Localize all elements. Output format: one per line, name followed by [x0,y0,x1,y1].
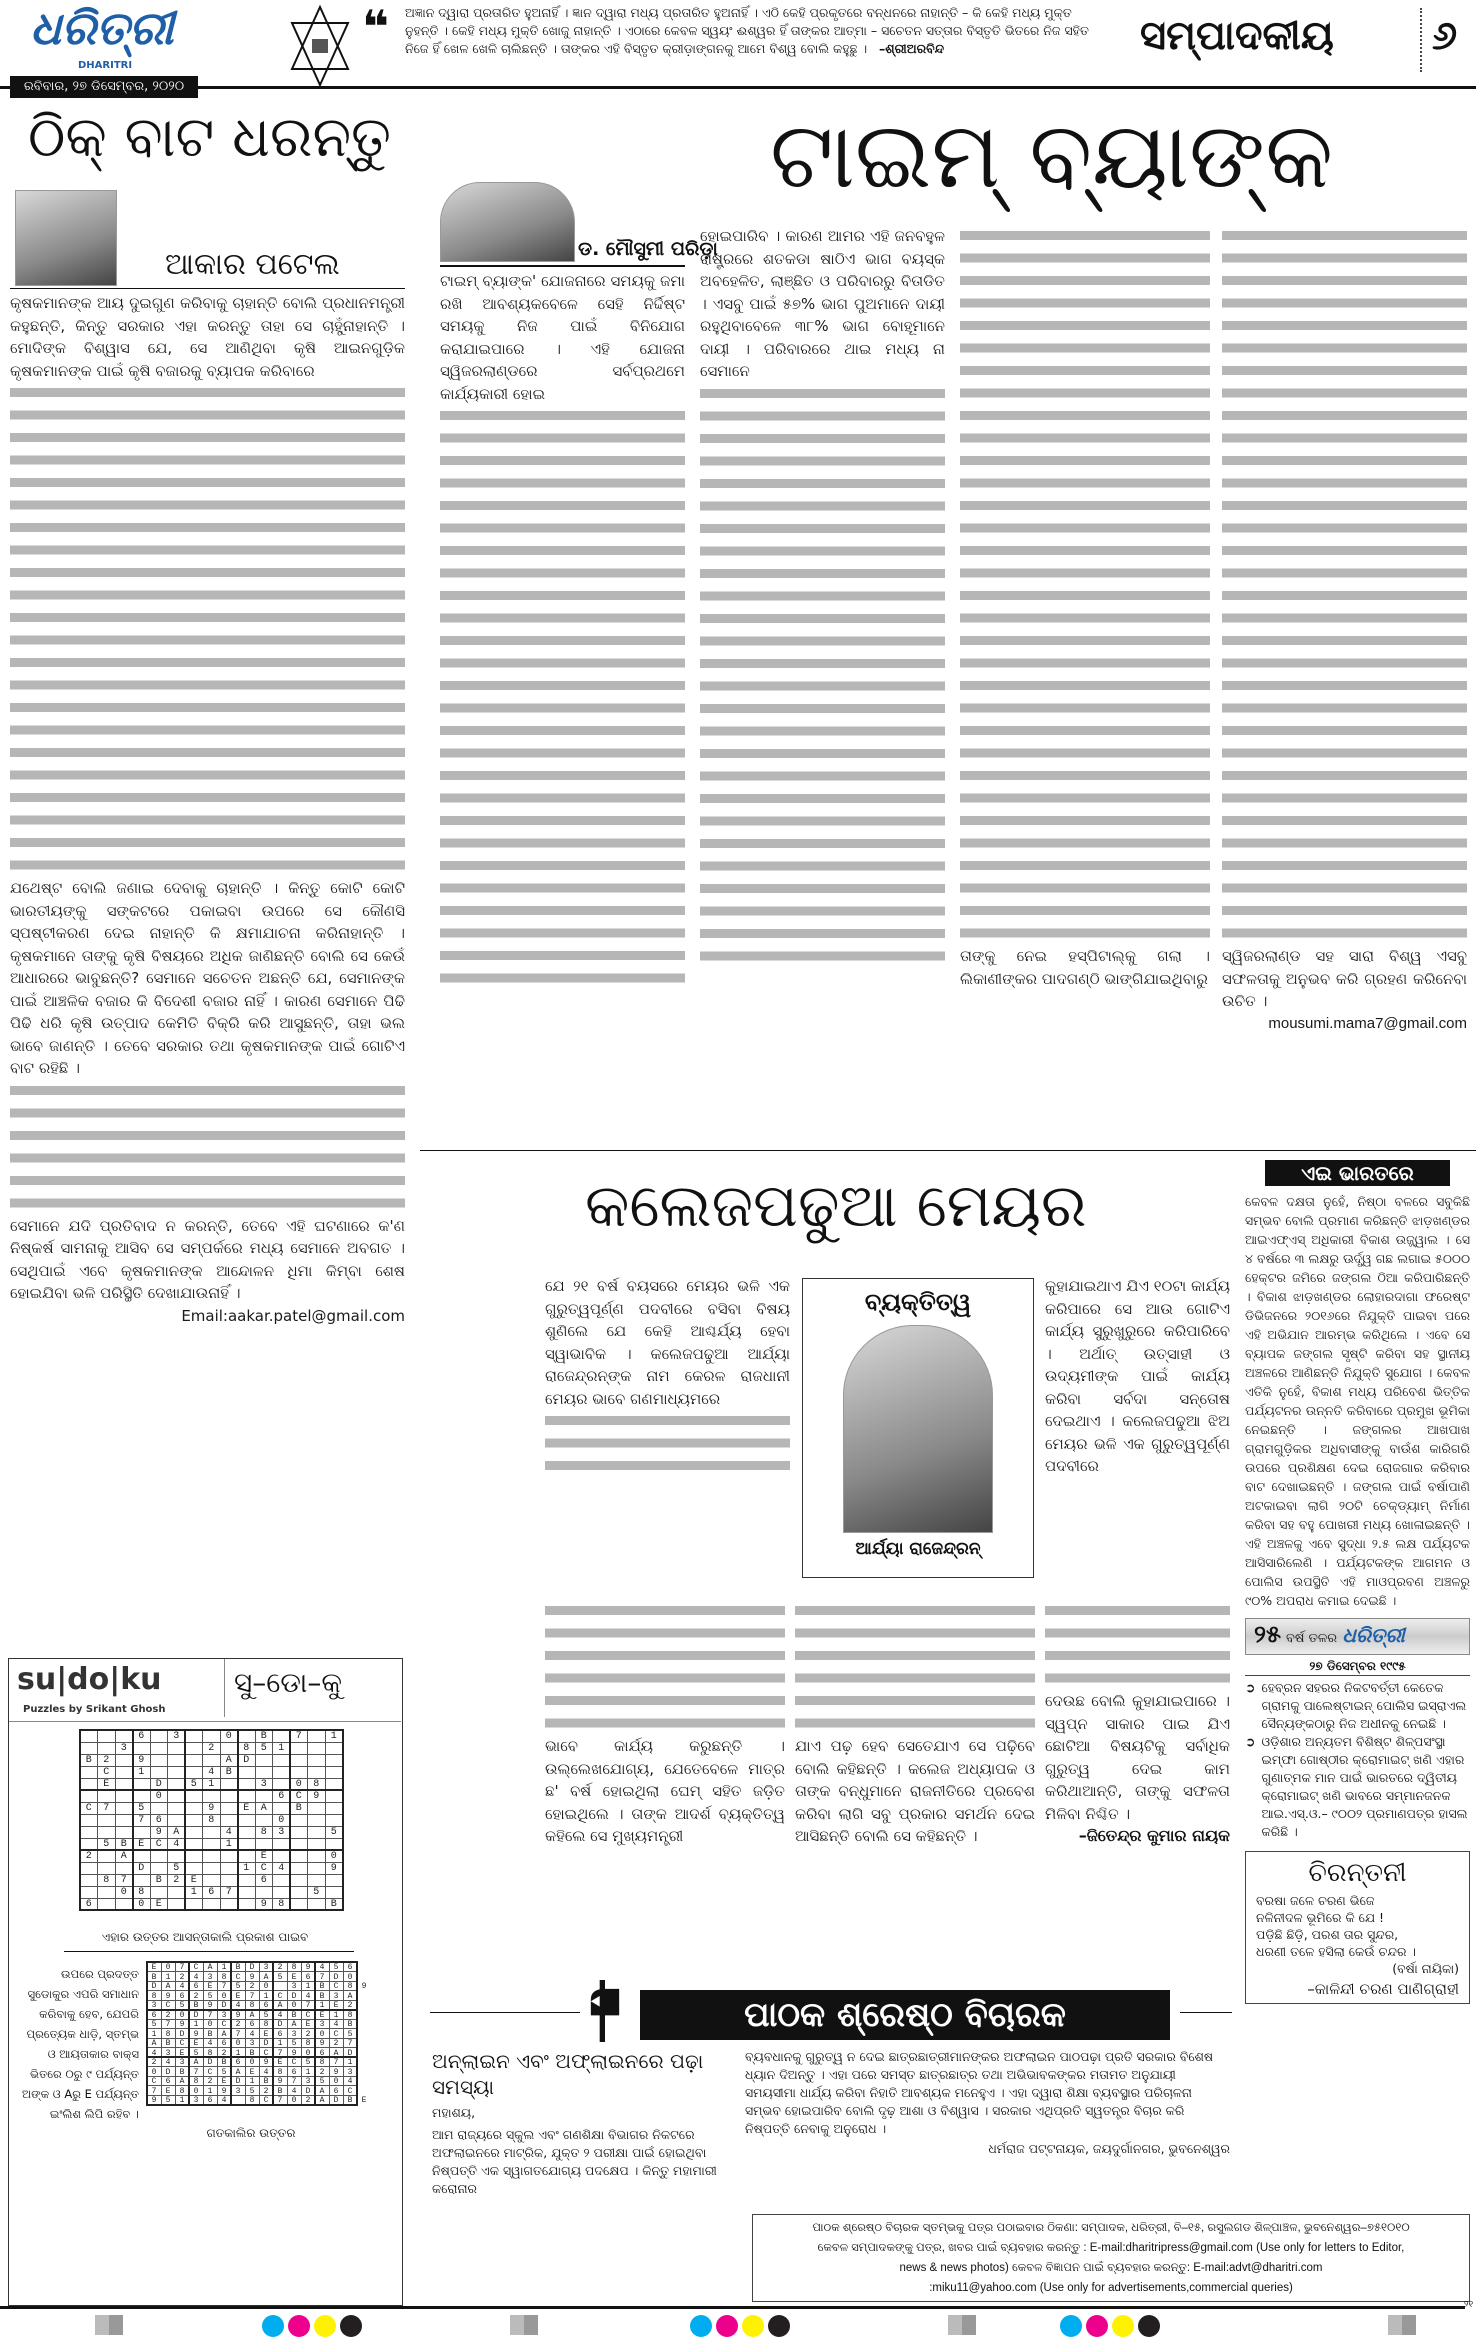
puzzle-row: 08 167 5 [85,1887,349,1898]
text-block [545,1410,790,1477]
divider [430,2012,580,2013]
years25-banner [1245,1618,1470,1655]
gray-mark [1388,2315,1416,2335]
sudoku-solution-grid [146,1961,376,2106]
divider [64,1951,354,1952]
left-body-end: ସେମାନେ ଯଦି ପ୍ରତିବାଦ ନ କରନ୍ତି, ତେବେ ଏହି ଘଟଣାରେ କ'ଣ ନିଷ୍କର୍ଷ ସାମନାକୁ ଆସିବ ସେ ସମ୍ପର୍କରେ ମଧ୍ୟ ସେମାନେ ଅବଗତ । ସେଥିପାଇଁ ଏବେ କୃଷକମାନଙ୍କ ଆନ୍ଦୋଳନ ଧିମା କିମ୍ବା ଶେଷ ହୋଇଯିବା ଭଳି ପରିସ୍ଥିତି ଦେଖାଯାଉନାହିଁ । [10,1216,405,1302]
puzzle-row: C 1 4B [85,1767,349,1778]
left-body-start: କୃଷକମାନଙ୍କ ଆୟ ଦୁଇଗୁଣ କରିବାକୁ ଚାହାନ୍ତି ବୋଲି ପ୍ରଧାନମନ୍ତ୍ରୀ କହୁଛନ୍ତି, କିନ୍ତୁ ସରକାର ଏହା କରନ୍ତୁ ତାହା ସେ ଚାହୁଁନାହାନ୍ତି । ମୋଦିଙ୍କ ବିଶ୍ୱାସ ଯେ, ସେ ଆଣିଥିବା କୃଷି ଆଇନଗୁଡ଼ିକ କୃଷକମାନଙ୍କ ପାଇଁ କୃଷି ବଜାରକୁ ବ୍ୟାପକ କରିବାରେ [10,294,405,380]
quote-mark-icon: ❝ [362,0,389,54]
solution-row: E07CA1BD3289456 [151,1963,362,1972]
letter-title: ଅନ୍‌ଲାଇନ ଏବଂ ଅଫ୍‌ଲାଇନରେ ପଢ଼ା ସମସ୍ୟା [432,2049,704,2099]
mayor-author: –ଜିତେନ୍ଦ୍ର କୁମାର ନାୟକ [1078,1826,1230,1845]
mayor-headline: କଲେଜପଢୁଆ ମେୟର [585,1171,1087,1241]
ei-bharatare-body: କେବଳ ଦକ୍ଷତା ନୁହେଁ, ନିଷ୍ଠା ବଳରେ ସବୁକିଛି ସମ୍ଭବ ବୋଲି ପ୍ରମାଣ କରିଛନ୍ତି ଝାଡ଼ଖଣ୍ଡର ଆଇଏଫ୍‌ଏସ୍ ଅଧିକାରୀ ବିକାଶ ଉଜ୍ଜ୍ୱାଲ । ସେ ୪ ବର୍ଷରେ ୩ ଲକ୍ଷରୁ ଊର୍ଦ୍ଧ୍ୱ ଗଛ ଲଗାଇ ୫୦୦୦ ହେକ୍ଟର ଜମିରେ ଜଙ୍ଗଲ ଠିଆ କରିପାରିଛନ୍ତି । ବିକାଶ ଝାଡ଼ଖଣ୍ଡର ଲୋହାରଦାଗା ଫରେଷ୍ଟ ଡିଭିଜନରେ ୨୦୧୬ରେ ନିଯୁକ୍ତି ପାଇବା ପରେ ଏହି ଅଭିଯାନ ଆରମ୍ଭ କରିଥିଲେ । ଏବେ ସେ ବ୍ୟାପକ ଜଙ୍ଗଲ ସୃଷ୍ଟି କରିବା ସହ ସ୍ଥାନୀୟ ଅଞ୍ଚଳରେ ଆଣିଛନ୍ତି ନିଯୁକ୍ତି ସୁଯୋଗ । କେବଳ ଏତିକି ନୁହେଁ, ବିକାଶ ମଧ୍ୟ ପରିବେଶ ଭିତ୍ତିକ ପର୍ଯ୍ୟଟନର ଉନ୍ନତି କରିବାରେ ପ୍ରମୁଖ ଭୂମିକା ନେଇଛନ୍ତି । ଜଙ୍ଗଲର ଆଖପାଖ ଗ୍ରାମଗୁଡ଼ିକର ଅଧିବାସୀଙ୍କୁ ବାଉଁଶ କାରିଗରି ଉପରେ ପ୍ରଶିକ୍ଷଣ ଦେଇ ରୋଜଗାର କରିବାର ବାଟ ଦେଖାଇଛନ୍ତି । ଜଙ୍ଗଲ ପାଇଁ ବର୍ଷାପାଣି ଅଟକାଇବା ଲାଗି ୨୦ଟି ଚେକ୍‌ଡ୍ୟାମ୍ ନିର୍ମାଣ କରିବା ସହ ବହୁ ପୋଖରୀ ମଧ୍ୟ ଖୋଳାଇଛନ୍ତି । ଏହି ଅଞ୍ଚଳକୁ ଏବେ ସୁଦ୍ଧା ୨.୫ ଲକ୍ଷ ପର୍ଯ୍ୟଟକ ଆସିସାରିଲେଣି । ପର୍ଯ୍ୟଟକଙ୍କ ଆଗମନ ଓ ପୋଲିସ ଉପସ୍ଥିତି ଏହି ମାଓପ୍ରବଣ ଅଞ୍ଚଳରୁ ୯୦% ଅପରାଧ କମାଇ ଦେଇଛି । [1245,1194,1470,1608]
masthead [0,0,1476,100]
address-line: ପାଠକ ଶ୍ରେଷ୍ଠ ବିଚାରକ ସ୍ତମ୍ଭକୁ ପତ୍ର ପଠାଇବାର ଠିକଣା: ସମ୍ପାଦକ, ଧରିତ୍ରୀ, ବି–୧୫, ରସୁଲଗଡ ଶିଳ୍ପାଞ୍ଚଳ, ଭୁବନେଶ୍ୱର–୭୫୧୦୧୦ [812,2222,1410,2234]
puzzle-caption: ଏହାର ଉତ୍ତର ଆସନ୍ତାକାଲି ପ୍ରକାଶ ପାଇବ [101,1930,309,1944]
letter-salutation: ମହାଶୟ, [432,2105,476,2120]
divider [1180,2012,1232,2013]
divider [224,1659,225,1717]
color-dots [1060,2315,1164,2341]
main-col-2-text: ହୋଇପାରିବ । କାରଣ ଆମର ଏହି ଜନବହୁଳ ରାଷ୍ଟ୍ରରେ ଶତକଡା ଷାଠିଏ ଭାଗ ବୟସ୍କ ଅବହେଳିତ, ଲାଞ୍ଛିତ ଓ ପରିବାରରୁ ବିତାଡିତ । ଏସବୁ ପାଇଁ ୫୭% ଭାଗ ପୁଅମାନେ ଦାୟୀ ରହୁଥିବାବେଳେ ୩୮% ଭାଗ ବୋହୂମାନେ ଦାୟୀ । ପରିବାରରେ ଥାଇ ମଧ୍ୟ ନା ସେମାନେ [700,227,945,380]
solution-row: B12438C9A5E67D0 [151,1972,362,1982]
profile-label: ବ୍ୟକ୍ତିତ୍ୱ [864,1288,972,1316]
solution-rows [148,1963,376,2106]
years25-item: ➲ ଓଡ଼ିଶାର ଅନ୍ୟତମ ବିଶିଷ୍ଟ ଶିଳ୍ପସଂସ୍ଥା ଇମ୍ଫା ଗୋଷ୍ଠୀର କ୍ରୋମାଇଟ୍ ଖଣି ଏହାର ଗୁଣାତ୍ମକ ମାନ ପାଇଁ ଭାରତରେ ଦ୍ୱିତୀୟ କ୍ରୋମାଇଟ୍ ଖଣି ଭାବରେ ସମ୍ମାନଜନକ ଆଇ.ଏସ୍.ଓ.– ୯୦୦୨ ପ୍ରମାଣପତ୍ର ହାସଲ କରିଛି । [1245,1734,1468,1839]
puzzle-row: C7 5 9 EA B [85,1803,349,1814]
main-headline: ଟାଇମ୍ ବ୍ୟାଙ୍କ [770,102,1334,209]
puzzle-row: B2 9 AD [85,1755,349,1766]
solution-caption: ଗତକାଲିର ଉତ୍ତର [206,2126,296,2140]
poem-line: ଧରଣୀ ତଳେ ହସିଲା କେଉଁ ଚନ୍ଦର । [1256,1944,1417,1959]
sudoku-puzzle-grid [79,1729,349,1911]
solution-row: C6A82ED1B973504 [151,2077,362,2086]
chirantani-title: ଚିରନ୍ତନୀ [1308,1858,1407,1888]
main-col-4-text: ସ୍ୱିଜରଲାଣ୍ଡ ସହ ସାରା ବିଶ୍ୱ ଏସବୁ ସଫଳତାକୁ ଅନୁଭବ କରି ଗ୍ରହଣ କରିନେବା ଉଚିତ । [1222,947,1467,1010]
puzzle-row: 2 A E 0 [85,1851,349,1862]
text-block [1222,225,1467,945]
mayor-col-1 [545,1275,790,1477]
text-block [795,1600,1035,1735]
text-block [10,382,405,877]
years25-date: ୨୭ ଡିସେମ୍ବର ୧୯୯୫ [1245,1658,1470,1676]
left-headline: ଠିକ୍ ବାଟ ଧରନ୍ତୁ [28,105,391,170]
mayor-text: ଯାଏ ପଢ଼ ହେବ ସେତେଯାଏ ସେ ପଢ଼ିବେ ବୋଲି କହିଛନ୍ତି । କଲେଜ ଅଧ୍ୟାପକ ଓ ତାଙ୍କ ବନ୍ଧୁମାନେ ରାଜନୀତିରେ ପ୍ରବେଶ କରିବା ଲାଗି ସବୁ ପ୍ରକାର ସମର୍ଥନ ଦେଇ ଆସିଛନ୍ତି ବୋଲି ସେ କହିଛନ୍ତି । [795,1737,1035,1845]
text-block [1045,1600,1230,1690]
mayor-bottom-1 [545,1600,785,1848]
bullet-icon: ➲ [1245,1680,1256,1695]
letter-text: ବ୍ୟବଧାନକୁ ଗୁରୁତ୍ୱ ନ ଦେଇ ଛାତ୍ରଛାତ୍ରୀମାନଙ୍କର ଅଫଲାଇନ ପାଠପଢ଼ା ପ୍ରତି ସରକାର ବିଶେଷ ଧ୍ୟାନ ଦିଅନ୍ତୁ । ଏହା ପରେ ସମସ୍ତ ଛାତ୍ରଛାତ୍ର ତଥା ଅଭିଭାବକଙ୍କର ମତାମତ ଅନୁଯାୟୀ ସମୟସୀମା ଧାର୍ଯ୍ୟ କରିବା ନିହାତି ଆବଶ୍ୟକ ମନେହୁଏ । ଏହା ଦ୍ୱାରା ଶିକ୍ଷା ବ୍ୟବସ୍ଥାର ପରିଚାଳନା ସମ୍ଭବ ହୋଇପାରିବ ବୋଲି ଦୃଢ଼ ଆଶା ଓ ବିଶ୍ୱାସ । ସରକାର ଏଥିପ୍ରତି ସ୍ୱତନ୍ତ୍ର ବିଚାର କରି ନିଷ୍ପତ୍ତି ନେବାକୁ ଅନୁରୋଧ । [745,2049,1214,2136]
mayor-text: ଯେ ୨୧ ବର୍ଷ ବୟସରେ ମେୟର ଭଳି ଏକ ଗୁରୁତ୍ୱପୂର୍ଣ୍ଣ ପଦବୀରେ ବସିବା ବିଷୟ ଶୁଣିଲେ ଯେ କେହି ଆଶ୍ଚର୍ଯ୍ୟ ହେବା ସ୍ୱାଭାବିକ । କଲେଜପଢୁଆ ଆର୍ଯ୍ୟା ରାଜେନ୍ଦ୍ରନ୍‌ଙ୍କ ନାମ କେରଳ ରାଜଧାନୀ ମେୟର ଭାବେ ଗଣମାଧ୍ୟମରେ [545,1277,790,1408]
mayor-text: କୁହାଯାଇଥାଏ ଯିଏ ୧୦ଟା କାର୍ଯ୍ୟ କରିପାରେ ସେ ଆଉ ଗୋଟିଏ କାର୍ଯ୍ୟ ସୁରୁଖୁରୁରେ କରିପାରିବେ । ଅର୍ଥାତ୍ ଉତ୍ସାହୀ ଓ ଉଦ୍ୟମୀଙ୍କ ପାଇଁ କାର୍ଯ୍ୟ କରିବା ସର୍ବଦା ସନ୍ତୋଷ ଦେଇଥାଏ । କଲେଜପଢୁଆ ଝିଅ ମେୟର ଭଳି ଏକ ଗୁରୁତ୍ୱପୂର୍ଣ୍ଣ ପଦବୀରେ [1045,1277,1230,1475]
sudoku-credit: Puzzles by Srikant Ghosh [23,1704,166,1715]
solution-row: 951364 8C702ADBE [151,2096,376,2105]
text-block [960,225,1210,945]
divider [420,1150,1476,1151]
solution-row: 620D739A54BCE18 [151,2010,362,2020]
left-article-body [10,292,405,1327]
print-marks [0,2315,1476,2339]
color-dots [690,2315,794,2341]
chirantani-box [1245,1851,1470,2004]
letter-col-1 [432,2048,732,2198]
puzzle-row: 6 0E 98 B [85,1899,349,1910]
left-body-mid: ଯଥେଷ୍ଟ ବୋଲି ଜଣାଇ ଦେବାକୁ ଚାହାନ୍ତି । କିନ୍ତୁ କୋଟି କୋଟି ଭାରତୀୟଙ୍କୁ ସଙ୍କଟରେ ପକାଇବା ଉପରେ ସେ କୌଣସି ସ୍ପଷ୍ଟୀକରଣ ଦେଇ ନାହାନ୍ତି କି କ୍ଷମାଯାଚନା କରିନାହାନ୍ତି । କୃଷକମାନେ ତାଙ୍କୁ କୃଷି ବିଷୟରେ ଅଧିକ ଜାଣିଛନ୍ତି ବୋଲି ସେ କେଉଁ ଆଧାରରେ ଭାବୁଛନ୍ତି? ସେମାନେ ସଚେତନ ଅଛନ୍ତି ଯେ, ସେମାନଙ୍କ ପାଇଁ ଆଞ୍ଚଳିକ ବଜାର କି ବିଦେଶୀ ବଜାର ନାହିଁ । କାରଣ ସେମାନେ ପିଢି ପିଢି ଧରି କୃଷି ଉତ୍ପାଦ କେମିତି ବିକ୍ରି କରି ଆସୁଛନ୍ତି, ତାହା ଭଲ ଭାବେ ଜାଣନ୍ତି । ତେବେ ସରକାର ତଥା କୃଷକମାନଙ୍କ ପାଇଁ ଗୋଟିଏ ବାଟ ରହିଛି । [10,879,405,1077]
poem-source: (ବର୍ଷା ନାୟିକା) [1392,1961,1459,1976]
letters-section-title: ପାଠକ ଶ୍ରେଷ୍ଠ ବିଚାରକ [640,1990,1170,2040]
main-col-3 [960,225,1210,990]
color-dots [262,2315,366,2341]
right-rail [1245,1160,1470,2004]
page-marker: ୨୧ [1464,2300,1474,2310]
puzzle-row: 5BEC4 1 [85,1839,349,1850]
main-email: mousumi.mama7@gmail.com [1268,1014,1467,1032]
gray-mark [948,2315,976,2335]
puzzle-row: 76 8 0 [85,1815,349,1826]
text-block [545,1600,785,1735]
main-col-3-text: ତାଙ୍କୁ ନେଇ ହସ୍ପିଟାଲ୍‌କୁ ଗଲା । ଲିକାଣୀଙ୍କର ପାଦଗଣ୍ଠି ଭାଙ୍ଗିଯାଇଥିବାରୁ [960,947,1210,988]
logo-english: DHARITRI [78,60,133,71]
footer-rule [0,2306,1465,2309]
letter-text: ଆମ ରାଜ୍ୟରେ ସ୍କୁଲ ଏବଂ ଗଣଶିକ୍ଷା ବିଭାଗର ନିକଟରେ ଅଫଲାଇନରେ ମାଟ୍ରିକ, ଯୁକ୍ତ ୨ ପରୀକ୍ଷା ପାଇଁ ହୋଇଥିବା ନିଷ୍ପତ୍ତି ଏକ ସ୍ୱାଗତଯୋଗ୍ୟ ପଦକ୍ଷେପ । କିନ୍ତୁ ମହାମାରୀ କରୋନାର [432,2127,717,2196]
main-author: ଡ. ମୌସୁମୀ ପରିଡ଼ା [578,238,718,260]
puzzle-row: 87 B2E 6 [85,1875,349,1886]
text-block [700,383,945,968]
profile-caption: ଆର୍ଯ୍ୟା ରାଜେନ୍ଦ୍ରନ୍ [855,1539,981,1559]
puzzle-rows [81,1731,348,1911]
years25-number: ୨୫ [1254,1620,1281,1648]
bullet-icon: ➲ [1245,1734,1256,1749]
address-email-editor: କେବଳ ସମ୍ପାଦକଙ୍କୁ ପତ୍ର, ଖବର ପାଇଁ ବ୍ୟବହାର କରନ୍ତୁ : E-mail:dharitripress@gmail.com (Use only for letters to Editor, [817,2242,1405,2254]
main-col-2 [700,225,945,968]
gray-mark [95,2315,123,2335]
section-title: ସମ୍ପାଦକୀୟ [1140,12,1334,59]
main-col-1 [440,270,685,990]
poem-author: –କାଳିନ୍ଦୀ ଚରଣ ପାଣିଗ୍ରାହୀ [1307,1980,1459,1998]
solution-row: 7E8019352B4DA6C [151,2086,362,2096]
puzzle-row: 6 3 0 B 7 1 [85,1731,349,1742]
solution-row: 3C5B9D486A071E2 [151,2001,362,2010]
puzzle-row: 0 6C9 [85,1791,349,1802]
solution-row: ABCE4603D158927 [151,2039,362,2048]
puzzle-row: 3 2 851 [85,1743,349,1754]
star-emblem-icon [290,5,350,87]
puzzle-row: 9A 4 83 5 [85,1827,349,1838]
page-number: ୬ [1432,12,1458,59]
sudoku-instructions: ଉପରେ ପ୍ରଦତ୍ତ ସୁଡୋକୁର ଏପରି ସମାଧାନ କରିବାକୁ ହେବ, ଯେପରି ପ୍ରତ୍ୟେକ ଧାଡ଼ି, ସ୍ତମ୍ଭ ଓ ଆୟତାକାର ବାକ୍ସ ଭିତରେ ୦ରୁ ୯ ପର୍ଯ୍ୟନ୍ତ ଅଙ୍କ ଓ Aରୁ E ପର୍ଯ୍ୟନ୍ତ ଇଂଲିଶ ଲିପି ରହିବ । [22,1967,139,2121]
left-author: ଆକାର ପଟେଲ [165,247,340,282]
mayor-text: ଭାବେ କାର୍ଯ୍ୟ କରୁଛନ୍ତି । ଉଲ୍ଲେଖଯୋଗ୍ୟ, ଯେତେବେଳେ ମାତ୍ର ଛ' ବର୍ଷ ହୋଇଥିଲା ଘେମ୍ ସହିତ ଜଡ଼ିତ ହୋଇଥିଲେ । ତାଙ୍କ ଆଦର୍ଶ ବ୍ୟକ୍ତିତ୍ୱ କହିଲେ ସେ ମୁଖ୍ୟମନ୍ତ୍ରୀ [545,1737,785,1845]
sudoku-title-odia: ସୁ–ଡୋ–କୁ [234,1666,343,1699]
poem-line: ପଡ଼ିଛି ଛିଡ଼ି, ପରଶ ତାର ସୁନ୍ଦର, [1256,1927,1399,1942]
text-block [440,405,685,990]
mayor-photo [843,1325,993,1533]
solution-row: 57910C268DAE34B [151,2020,362,2029]
date-bar: ରବିବାର, ୨୭ ଡିସେମ୍ବର, ୨୦୨୦ [10,76,198,98]
puzzle-row: D 5 1C4 9 [85,1863,349,1874]
sudoku-logo: su|do|ku [17,1662,162,1697]
left-email: Email:aakar.patel@gmail.com [181,1306,405,1325]
years25-text: ବର୍ଷ ତଳର [1286,1631,1338,1646]
profile-box [802,1278,1034,1578]
mayor-col-2 [1045,1275,1230,1478]
main-col-4 [1222,225,1467,1035]
divider [10,288,405,289]
years25-item: ➲ ହେବ୍ରନ ସହରର ନିକଟବର୍ତ୍ତୀ କେତେକ ଗ୍ରାମକୁ ପାଲେଷ୍ଟାଇନ୍ ପୋଲିସ ଇସ୍ରାଏଲ ସୈନ୍ୟଙ୍କଠାରୁ ନିଜ ଅଧୀନକୁ ନେଇଛି । [1245,1680,1467,1731]
mayor-bottom-3 [1045,1600,1230,1847]
solution-row: 896250E71CD4B3A [151,1991,362,2001]
sudoku-box [8,1658,403,2306]
divider [9,1721,401,1722]
poem-line: ବରଷା ଜଳେ ଚରଣ ଭିଜେ [1256,1893,1375,1908]
main-col-1-text: ଟାଇମ୍ ବ୍ୟାଙ୍କ' ଯୋଜନାରେ ସମୟକୁ ଜମା ରଖି ଆବଶ୍ୟକବେଳେ ସେହି ନିର୍ଦ୍ଦିଷ୍ଟ ସମୟକୁ ନିଜ ପାଇଁ ବିନିଯୋଗ କରାଯାଇପାରେ । ଏହି ଯୋଜନା ସ୍ୱିଜରଲାଣ୍ଡରେ ସର୍ବପ୍ରଥମେ କାର୍ଯ୍ୟକାରୀ ହୋଇ [440,272,685,403]
address-box [752,2214,1470,2302]
gray-mark [510,2315,538,2335]
puzzle-row: E D 51 3 08 [85,1779,349,1790]
quote-text: ଅଜ୍ଞାନ ଦ୍ୱାରା ପ୍ରତାରିତ ହୁଅନାହିଁ । ଜ୍ଞାନ ଦ୍ୱାରା ମଧ୍ୟ ପ୍ରତାରିତ ହୁଅନାହିଁ । ଏଠି କେହି ପ୍ରକୃତରେ ବନ୍ଧନରେ ନାହାନ୍ତି – କି କେହି ମଧ୍ୟ ମୁକ୍ତ ନୁହନ୍ତି । କେହି ମଧ୍ୟ ମୁକ୍ତି ଖୋଜୁ ନାହାନ୍ତି । ଏଠାରେ କେବଳ ସ୍ୱୟଂ ଈଶ୍ୱର ହିଁ ତାଙ୍କର ଆତ୍ମା – ସଚେତନ ସତ୍ତାର ବିସ୍ତୃତି ଭିତରେ ନିଜ ସହିତ ନିଜେ ହିଁ ଖେଳ ଖେଳି ଚାଲିଛନ୍ତି । ତାଙ୍କର ଏହି ବିସ୍ତୃତ କ୍ରୀଡ଼ାଙ୍ଗନକୁ ଆମେ ବିଶ୍ୱ ବୋଲି କହୁଛୁ । –ଶ୍ରୀଅରବିନ୍ଦ [405,5,1089,56]
letter-col-2 [745,2048,1230,2158]
address-email-advt: news & news photos) କେବଳ ବିଜ୍ଞାପନ ପାଇଁ ବ୍ୟବହାର କରନ୍ତୁ: E-mail:advt@dharitri.com [899,2262,1323,2274]
author-photo [15,190,117,286]
mayor-bottom-2 [795,1600,1035,1848]
solution-row: DA46E7520 31BC89 [151,1982,376,1991]
solution-row: 18D9BA74E6320C5 [151,2029,362,2039]
address-email-yahoo: :miku11@yahoo.com (Use only for advertisements,commercial queries) [929,2282,1293,2294]
logo: ଧରିତ୍ରୀ [30,1,174,55]
solution-row: 0DB7C5AE4861293 [151,2067,362,2077]
divider [440,265,685,267]
ei-bharatare-title: ଏଇ ଭାରତରେ [1265,1160,1450,1186]
masthead-rule [0,86,1476,89]
text-block [10,1080,405,1215]
poem-line: ନଳିନୀଦଳ ଭୂମିରେ କି ଯେ ! [1256,1910,1385,1925]
solution-row: 43E5821BC7906AD [151,2048,362,2058]
years25-logo: ଧରିତ୍ରୀ [1342,1623,1405,1647]
letter-signature: ଧର୍ମରାଜ ପଟ୍ଟନାୟକ, ଜୟଦୁର୍ଗାନଗର, ଭୁବନେଶ୍ୱର [988,2141,1230,2156]
solution-row: 243ADB609EC5871 [151,2058,362,2067]
divider [1420,8,1422,72]
mayor-text: ଦେଉଛ ବୋଲି କୁହାଯାଇପାରେ । ସ୍ୱପ୍ନ ସାକାର ପାଇ ଯିଏ ଛୋଟିଆ ବିଷୟଟିକୁ ସର୍ବାଧିକ ଗୁରୁତ୍ୱ ଦେଇ କାମ କରିଥାଆନ୍ତି, ତାଙ୍କୁ ସଫଳତା ମିଳିବା ନିଶ୍ଚିତ । [1045,1692,1230,1823]
mailbox-icon [585,1980,625,2042]
author-photo [440,182,575,262]
